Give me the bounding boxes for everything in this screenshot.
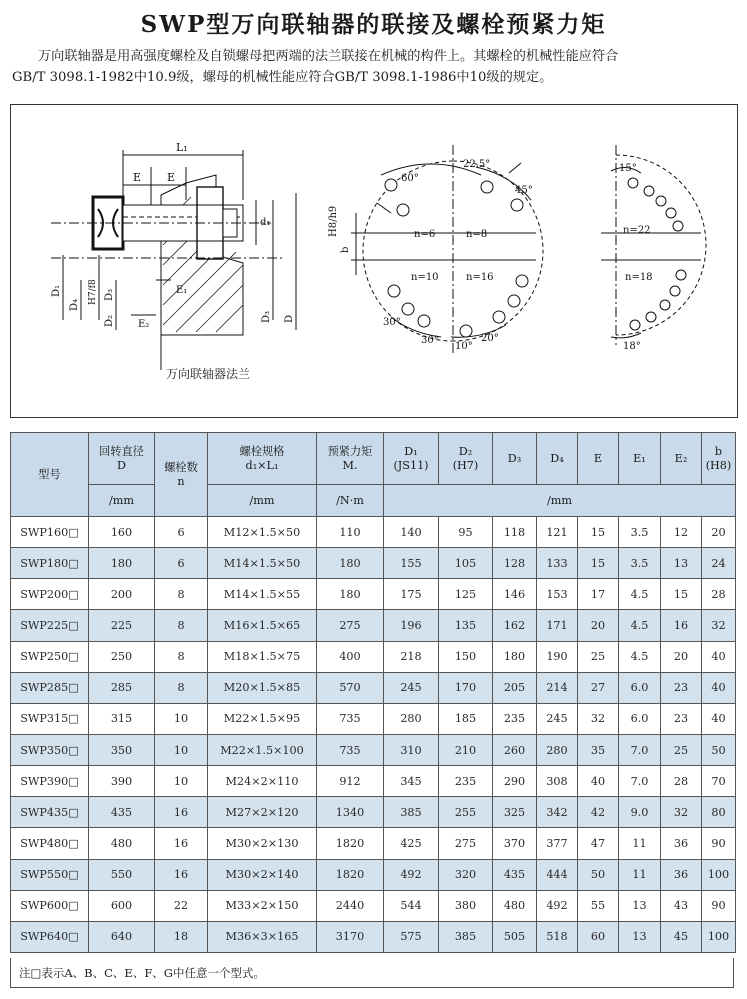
table-cell: 218	[384, 641, 439, 672]
header-dia: 回转直径 D	[89, 433, 155, 485]
label-H8h9: H8/h9	[328, 205, 339, 237]
table-cell: 32	[702, 610, 736, 641]
table-cell: 13	[661, 548, 702, 579]
table-row	[11, 890, 736, 921]
header-D4: D₄	[537, 433, 578, 485]
table-cell: 70	[702, 766, 736, 797]
table-cell: 10	[155, 734, 208, 765]
spec-table	[10, 432, 736, 953]
table-cell: 275	[317, 610, 384, 641]
table-cell: 390	[89, 766, 155, 797]
table-cell: 135	[439, 610, 493, 641]
label-angle-30a: 30°	[383, 317, 401, 328]
table-cell: 190	[537, 641, 578, 672]
table-cell: 8	[155, 610, 208, 641]
table-cell: 235	[493, 703, 537, 734]
header-E2: E₂	[661, 433, 702, 485]
table-cell: 20	[702, 517, 736, 548]
table-cell: 16	[155, 859, 208, 890]
table-cell: 250	[89, 641, 155, 672]
table-cell: 118	[493, 517, 537, 548]
table-cell: 492	[537, 890, 578, 921]
intro-line-1: 万向联轴器是用高强度螺栓及自锁螺母把两端的法兰联接在机械的构件上。其螺栓的机械性能应符合	[38, 49, 619, 64]
table-cell: 912	[317, 766, 384, 797]
table-cell: 11	[619, 828, 661, 859]
table-row	[11, 610, 736, 641]
table-cell: 290	[493, 766, 537, 797]
label-angle-22-5: 22.5°	[463, 159, 491, 170]
page-title: SWP型万向联轴器的联接及螺栓预紧力矩	[140, 11, 607, 38]
table-cell: 245	[384, 672, 439, 703]
table-cell: M33×2×150	[208, 890, 317, 921]
table-cell: 55	[578, 890, 619, 921]
table-cell: 24	[702, 548, 736, 579]
table-cell: 380	[439, 890, 493, 921]
table-cell: 10	[155, 766, 208, 797]
table-cell: 47	[578, 828, 619, 859]
table-cell: 35	[578, 734, 619, 765]
label-angle-18: 18°	[623, 341, 641, 352]
table-cell: 280	[384, 703, 439, 734]
table-cell: 345	[384, 766, 439, 797]
table-cell: 735	[317, 734, 384, 765]
table-cell: 160	[89, 517, 155, 548]
label-n18: n=18	[625, 272, 653, 283]
intro-paragraph	[12, 46, 737, 88]
table-cell: 4.5	[619, 579, 661, 610]
label-D2: D₂	[104, 314, 115, 327]
header-E: E	[578, 433, 619, 485]
table-cell: 12	[661, 517, 702, 548]
table-cell: 100	[702, 921, 736, 952]
table-cell: 90	[702, 890, 736, 921]
table-cell: 175	[384, 579, 439, 610]
table-cell: 205	[493, 672, 537, 703]
table-cell: 550	[89, 859, 155, 890]
label-angle-60: 60°	[401, 173, 419, 184]
table-cell: 28	[661, 766, 702, 797]
table-cell: 425	[384, 828, 439, 859]
label-angle-10: 10°	[455, 341, 473, 352]
table-row	[11, 517, 736, 548]
table-cell: 214	[537, 672, 578, 703]
table-cell: M12×1.5×50	[208, 517, 317, 548]
table-cell: 15	[578, 548, 619, 579]
table-cell: 28	[702, 579, 736, 610]
table-cell: 325	[493, 797, 537, 828]
bolt-circle-diagram	[351, 145, 543, 355]
table-cell: 8	[155, 579, 208, 610]
table-cell: 1820	[317, 828, 384, 859]
table-cell: 385	[384, 797, 439, 828]
table-cell: 43	[661, 890, 702, 921]
table-cell: M18×1.5×75	[208, 641, 317, 672]
table-cell: 6.0	[619, 672, 661, 703]
table-cell: 518	[537, 921, 578, 952]
label-angle-15: 15°	[619, 163, 637, 174]
table-cell: 7.0	[619, 766, 661, 797]
table-cell: 350	[89, 734, 155, 765]
table-cell: 36	[661, 859, 702, 890]
label-n16: n=16	[466, 272, 494, 283]
table-cell: 480	[493, 890, 537, 921]
table-cell: M30×2×140	[208, 859, 317, 890]
header-model: 型号	[11, 433, 89, 517]
table-cell: 505	[493, 921, 537, 952]
table-cell: 245	[537, 703, 578, 734]
table-cell: 25	[661, 734, 702, 765]
table-cell: 42	[578, 797, 619, 828]
table-cell: M30×2×130	[208, 828, 317, 859]
label-E2: E₂	[138, 319, 150, 330]
label-E-left: E	[133, 171, 142, 184]
table-cell: 3.5	[619, 548, 661, 579]
table-cell: 40	[702, 672, 736, 703]
table-cell: 280	[537, 734, 578, 765]
table-row	[11, 641, 736, 672]
table-cell: 15	[661, 579, 702, 610]
table-row	[11, 921, 736, 952]
table-cell: 735	[317, 703, 384, 734]
table-cell: 640	[89, 921, 155, 952]
cell-model: SWP390□	[11, 766, 89, 797]
table-cell: 50	[578, 859, 619, 890]
table-cell: 23	[661, 672, 702, 703]
table-row	[11, 672, 736, 703]
header-row-1	[11, 433, 736, 485]
table-cell: 310	[384, 734, 439, 765]
table-cell: 315	[89, 703, 155, 734]
label-angle-30b: 30°	[421, 335, 439, 346]
table-note: 注□表示A、B、C、E、F、G中任意一个型式。	[10, 958, 734, 988]
table-cell: 255	[439, 797, 493, 828]
table-cell: 16	[661, 610, 702, 641]
table-cell: 570	[317, 672, 384, 703]
table-row	[11, 797, 736, 828]
table-cell: 16	[155, 828, 208, 859]
table-cell: 7.0	[619, 734, 661, 765]
unit-torque: /N·m	[317, 485, 384, 517]
table-cell: 20	[661, 641, 702, 672]
table-cell: 435	[89, 797, 155, 828]
table-cell: M24×2×110	[208, 766, 317, 797]
table-cell: 150	[439, 641, 493, 672]
table-cell: 95	[439, 517, 493, 548]
table-cell: 210	[439, 734, 493, 765]
header-row-2	[11, 485, 736, 517]
table-cell: 275	[439, 828, 493, 859]
table-cell: 575	[384, 921, 439, 952]
table-cell: 3170	[317, 921, 384, 952]
table-cell: M14×1.5×50	[208, 548, 317, 579]
table-body	[11, 517, 736, 953]
cell-model: SWP250□	[11, 641, 89, 672]
table-cell: 6.0	[619, 703, 661, 734]
header-D2: D₂ (H7)	[439, 433, 493, 485]
table-cell: 377	[537, 828, 578, 859]
table-cell: 544	[384, 890, 439, 921]
table-cell: 342	[537, 797, 578, 828]
table-cell: 170	[439, 672, 493, 703]
table-row	[11, 859, 736, 890]
header-D3: D₃	[493, 433, 537, 485]
table-cell: 185	[439, 703, 493, 734]
unit-dia: /mm	[89, 485, 155, 517]
label-angle-45: 45°	[515, 185, 533, 196]
table-cell: 2440	[317, 890, 384, 921]
cell-model: SWP180□	[11, 548, 89, 579]
table-cell: 128	[493, 548, 537, 579]
cell-model: SWP315□	[11, 703, 89, 734]
table-cell: 100	[702, 859, 736, 890]
table-cell: M16×1.5×65	[208, 610, 317, 641]
table-cell: 8	[155, 672, 208, 703]
half-bolt-circle-diagram	[601, 145, 706, 345]
header-bolt: 螺栓规格 d₁×L₁	[208, 433, 317, 485]
table-cell: 180	[317, 579, 384, 610]
unit-bolt: /mm	[208, 485, 317, 517]
table-cell: 60	[578, 921, 619, 952]
table-cell: 50	[702, 734, 736, 765]
label-n22: n=22	[623, 225, 651, 236]
table-row	[11, 703, 736, 734]
table-cell: 435	[493, 859, 537, 890]
table-cell: 6	[155, 517, 208, 548]
table-cell: 320	[439, 859, 493, 890]
table-cell: 22	[155, 890, 208, 921]
label-d1: d₁	[260, 217, 271, 228]
intro-line-2: GB/T 3098.1-1982中10.9级，螺母的机械性能应符合GB/T 3098.1-1986中10级的规定。	[12, 70, 553, 85]
cell-model: SWP200□	[11, 579, 89, 610]
label-D4: D₄	[69, 298, 80, 311]
unit-dimensions: /mm	[384, 485, 736, 517]
table-cell: 8	[155, 641, 208, 672]
label-L1: L₁	[176, 141, 188, 154]
cell-model: SWP435□	[11, 797, 89, 828]
drawing-canvas	[11, 105, 737, 417]
table-cell: 23	[661, 703, 702, 734]
table-cell: 11	[619, 859, 661, 890]
table-cell: 121	[537, 517, 578, 548]
table-cell: 40	[578, 766, 619, 797]
table-row	[11, 828, 736, 859]
table-cell: 32	[661, 797, 702, 828]
table-cell: 285	[89, 672, 155, 703]
technical-drawing	[10, 104, 738, 418]
label-E1: E₁	[176, 285, 188, 296]
table-cell: 125	[439, 579, 493, 610]
table-cell: 15	[578, 517, 619, 548]
table-cell: 36	[661, 828, 702, 859]
table-cell: M27×2×120	[208, 797, 317, 828]
table-cell: 40	[702, 641, 736, 672]
table-cell: 171	[537, 610, 578, 641]
table-cell: 6	[155, 548, 208, 579]
table-cell: M22×1.5×100	[208, 734, 317, 765]
table-cell: 1820	[317, 859, 384, 890]
header-torque: 预紧力矩 M.	[317, 433, 384, 485]
label-b: b	[340, 246, 351, 253]
table-cell: 13	[619, 890, 661, 921]
table-cell: 370	[493, 828, 537, 859]
table-cell: 400	[317, 641, 384, 672]
table-cell: 180	[89, 548, 155, 579]
label-angle-20: 20°	[481, 333, 499, 344]
label-H7f8: H7/f8	[88, 279, 98, 305]
table-cell: M14×1.5×55	[208, 579, 317, 610]
table-cell: 90	[702, 828, 736, 859]
table-cell: 155	[384, 548, 439, 579]
table-row	[11, 579, 736, 610]
table-cell: 4.5	[619, 641, 661, 672]
cell-model: SWP225□	[11, 610, 89, 641]
table-cell: 180	[317, 548, 384, 579]
table-cell: 10	[155, 703, 208, 734]
table-cell: 492	[384, 859, 439, 890]
table-cell: 27	[578, 672, 619, 703]
table-cell: 18	[155, 921, 208, 952]
cell-model: SWP480□	[11, 828, 89, 859]
table-cell: 133	[537, 548, 578, 579]
table-cell: 40	[702, 703, 736, 734]
label-D3-right: D₃	[261, 310, 272, 323]
table-cell: 16	[155, 797, 208, 828]
table-cell: 260	[493, 734, 537, 765]
table-cell: 444	[537, 859, 578, 890]
label-n8: n=8	[466, 229, 488, 240]
table-cell: 4.5	[619, 610, 661, 641]
table-cell: 480	[89, 828, 155, 859]
header-D1: D₁ (JS11)	[384, 433, 439, 485]
cell-model: SWP160□	[11, 517, 89, 548]
table-cell: 600	[89, 890, 155, 921]
table-cell: 385	[439, 921, 493, 952]
table-cell: M36×3×165	[208, 921, 317, 952]
cell-model: SWP640□	[11, 921, 89, 952]
table-cell: 146	[493, 579, 537, 610]
table-cell: M20×1.5×85	[208, 672, 317, 703]
table-cell: 105	[439, 548, 493, 579]
label-D: D	[284, 314, 295, 323]
table-cell: 153	[537, 579, 578, 610]
table-cell: 235	[439, 766, 493, 797]
table-cell: 1340	[317, 797, 384, 828]
table-cell: 3.5	[619, 517, 661, 548]
cell-model: SWP350□	[11, 734, 89, 765]
header-b: b (H8)	[702, 433, 736, 485]
table-cell: M22×1.5×95	[208, 703, 317, 734]
figure-caption: 万向联轴器法兰	[166, 367, 251, 381]
table-row	[11, 734, 736, 765]
table-cell: 200	[89, 579, 155, 610]
table-cell: 180	[493, 641, 537, 672]
table-row	[11, 766, 736, 797]
table-cell: 110	[317, 517, 384, 548]
label-n10: n=10	[411, 272, 439, 283]
table-cell: 196	[384, 610, 439, 641]
table-cell: 140	[384, 517, 439, 548]
table-cell: 20	[578, 610, 619, 641]
header-E1: E₁	[619, 433, 661, 485]
label-D1: D₁	[51, 284, 62, 297]
table-cell: 17	[578, 579, 619, 610]
table-cell: 32	[578, 703, 619, 734]
table-cell: 80	[702, 797, 736, 828]
table-row	[11, 548, 736, 579]
label-E-right: E	[167, 171, 176, 184]
table-cell: 45	[661, 921, 702, 952]
cell-model: SWP285□	[11, 672, 89, 703]
table-cell: 9.0	[619, 797, 661, 828]
label-n6: n=6	[414, 229, 436, 240]
table-cell: 225	[89, 610, 155, 641]
cell-model: SWP600□	[11, 890, 89, 921]
cell-model: SWP550□	[11, 859, 89, 890]
table-cell: 308	[537, 766, 578, 797]
label-D3: D₃	[104, 288, 115, 301]
table-cell: 25	[578, 641, 619, 672]
table-cell: 13	[619, 921, 661, 952]
table-cell: 162	[493, 610, 537, 641]
header-count: 螺栓数 n	[155, 433, 208, 517]
